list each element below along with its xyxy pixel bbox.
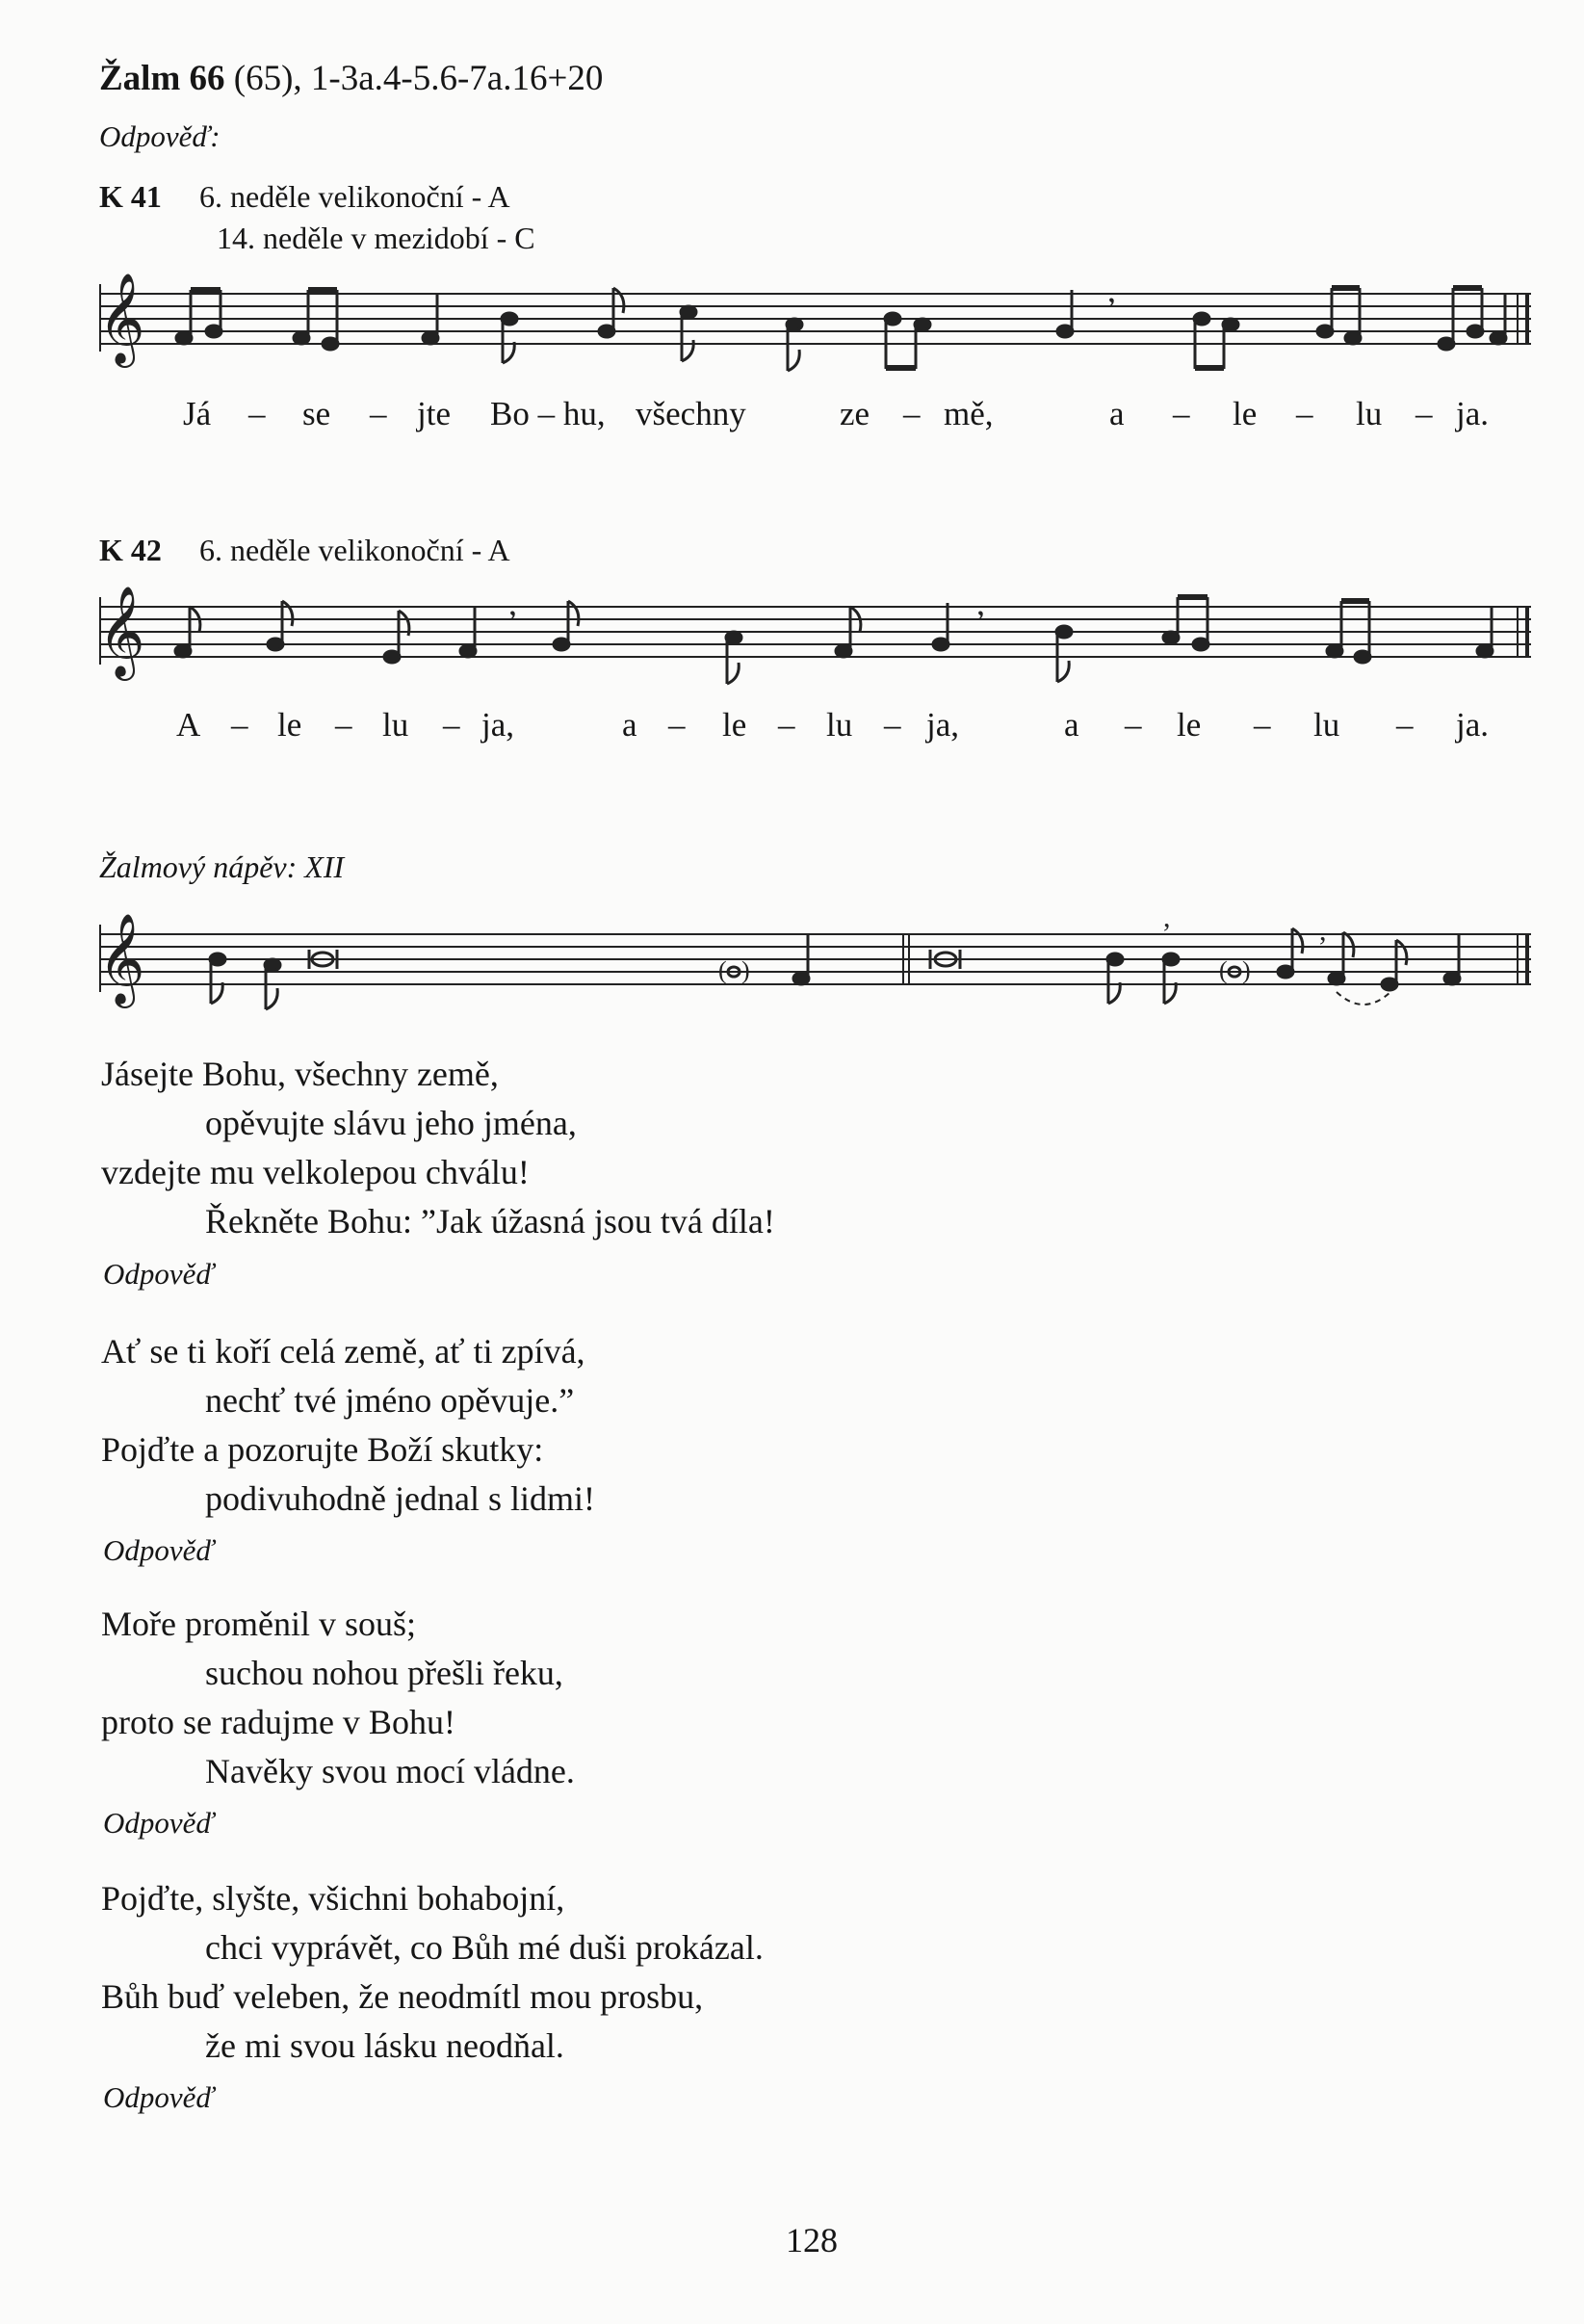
psalm-reference: (65), 1-3a.4-5.6-7a.16+20 [233, 59, 604, 98]
response-label: Odpověď: [99, 119, 221, 153]
k42-occasion-1: 6. neděle velikonoční - A [199, 533, 510, 567]
k41-lyric-11: a [1109, 395, 1125, 432]
k41-lyric-13: le [1233, 395, 1258, 432]
verse-line: vzdejte mu velkolepou chválu! [101, 1153, 530, 1191]
k42-lyric-21: ja. [1456, 706, 1490, 744]
verse-line: Jásejte Bohu, všechny země, [101, 1055, 499, 1093]
k42-lyric-4: – [335, 706, 352, 744]
verse-line: suchou nohou přešli řeku, [205, 1654, 563, 1692]
k41-lyric-1: Já [183, 395, 212, 432]
svg-text:): ) [1242, 956, 1251, 984]
k41-code: K 41 [99, 179, 162, 214]
svg-text:,: , [976, 584, 985, 622]
k42-lyric-19: lu [1313, 706, 1340, 744]
svg-text:(: ( [718, 956, 727, 984]
psalm-tone-label: Žalmový nápěv: XII [99, 849, 345, 884]
verse-line: Navěky svou mocí vládne. [205, 1752, 575, 1790]
svg-text:,: , [1107, 271, 1116, 309]
k42-lyric-12: lu [826, 706, 853, 744]
k42-lyric-17: le [1177, 706, 1202, 744]
k42-lyric-7: ja, [481, 706, 515, 744]
verse-line: že mi svou lásku neodňal. [205, 2026, 564, 2065]
verse-line: nechť tvé jméno opěvuje.” [205, 1381, 575, 1420]
page-number: 128 [786, 2221, 838, 2259]
k41-lyric-17: ja. [1456, 395, 1490, 432]
verse-line: proto se radujme v Bohu! [101, 1703, 455, 1741]
response-cue: Odpověď [103, 1257, 215, 1291]
k42-lyric-14: ja, [926, 706, 960, 744]
k42-lyric-10: le [722, 706, 747, 744]
k41-lyric-15: lu [1356, 395, 1383, 432]
k42-lyric-8: a [622, 706, 637, 744]
k42-lyric-15: a [1064, 706, 1079, 744]
verse-line: Moře proměnil v souš; [101, 1605, 416, 1643]
k42-lyric-20: – [1396, 706, 1414, 744]
verse-4 [101, 1874, 764, 2071]
k42-lyric-18: – [1254, 706, 1271, 744]
k41-occasion-1: 6. neděle velikonoční - A [199, 179, 510, 214]
k41-music-staff [94, 255, 1539, 409]
verse-line: chci vyprávět, co Bůh mé duši prokázal. [205, 1928, 764, 1967]
k41-occasion-2: 14. neděle v mezidobí - C [217, 221, 535, 255]
k41-lyric-2: – [248, 395, 266, 432]
svg-text:(: ( [1219, 956, 1228, 984]
k41-lyric-5: jte [417, 395, 451, 432]
k41-lyric-7: všechny [636, 395, 746, 432]
svg-text:,: , [1163, 901, 1171, 933]
k41-lyric-4: – [370, 395, 387, 432]
response-cue: Odpověď [103, 1533, 215, 1567]
verse-line: Řekněte Bohu: ”Jak úžasná jsou tvá díla! [205, 1202, 775, 1240]
k41-lyric-6: Bo – hu, [490, 395, 606, 432]
psalm-tone-staff [94, 884, 1539, 1038]
verse-line: Pojďte, slyšte, všichni bohabojní, [101, 1879, 565, 1918]
verse-1 [101, 1050, 775, 1246]
k41-lyric-14: – [1296, 395, 1313, 432]
k42-lyric-1: A [176, 706, 201, 744]
svg-text:,: , [508, 584, 517, 622]
k42-code: K 42 [99, 533, 162, 567]
k41-lyric-9: – [903, 395, 921, 432]
psalm-title [99, 58, 603, 99]
k42-lyric-2: – [231, 706, 248, 744]
verse-3 [101, 1600, 575, 1796]
response-cue: Odpověď [103, 2080, 215, 2114]
verse-line: Bůh buď veleben, že neodmítl mou prosbu, [101, 1977, 704, 2016]
verse-line: Ať se ti koří celá země, ať ti zpívá, [101, 1332, 585, 1371]
k42-lyric-9: – [668, 706, 686, 744]
treble-clef-icon: 𝄞 [98, 273, 145, 364]
svg-text:,: , [1319, 915, 1327, 947]
treble-clef-icon: 𝄞 [98, 913, 145, 1005]
response-cue: Odpověď [103, 1806, 215, 1840]
k42-music-staff [94, 568, 1539, 722]
k42-lyric-16: – [1125, 706, 1142, 744]
k41-lyric-12: – [1173, 395, 1190, 432]
verse-line: podivuhodně jednal s lidmi! [205, 1479, 595, 1518]
k41-lyric-3: se [302, 395, 331, 432]
k42-lyric-3: le [277, 706, 302, 744]
psalm-number: Žalm 66 [99, 59, 225, 98]
treble-clef-icon: 𝄞 [98, 586, 145, 677]
verse-line: Pojďte a pozorujte Boží skutky: [101, 1430, 544, 1469]
k42-lyric-13: – [884, 706, 901, 744]
k42-lyric-5: lu [382, 706, 409, 744]
svg-text:): ) [741, 956, 750, 984]
k42-lyric-6: – [443, 706, 460, 744]
k42-lyric-11: – [778, 706, 795, 744]
verse-line: opěvujte slávu jeho jména, [205, 1104, 577, 1142]
k41-lyric-16: – [1415, 395, 1433, 432]
verse-2 [101, 1327, 595, 1524]
k41-lyric-10: mě, [944, 395, 994, 432]
k41-lyric-8: ze [840, 395, 870, 432]
